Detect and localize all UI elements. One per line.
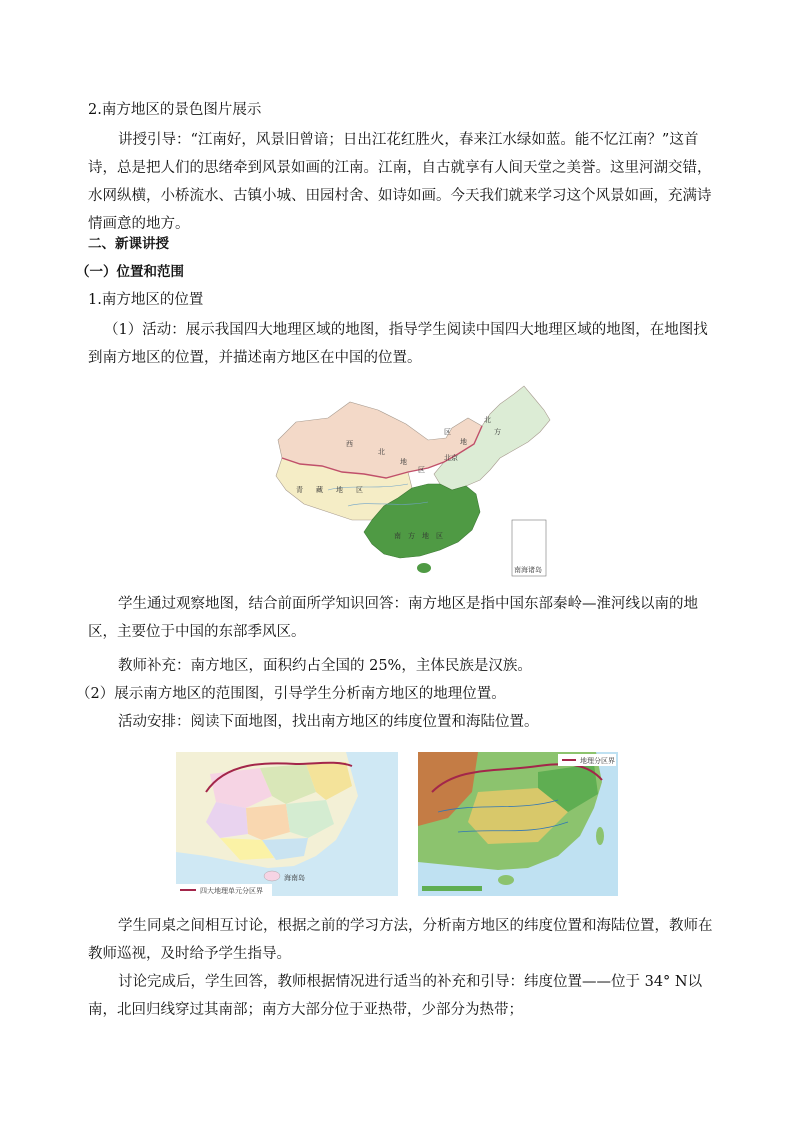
hainan-label: 海南岛 [284,874,305,882]
map-label: 地 [422,532,429,540]
map-label: 区 [444,428,451,436]
map-label: 北 [484,416,491,424]
student-answer: 学生通过观察地图，结合前面所学知识回答：南方地区是指中国东部秦岭—淮河线以南的地区，主要位于中国的东部季风区。 [88,596,698,640]
map-label: 方 [408,532,415,540]
item-1-title: 1.南方地区的位置 [88,292,204,308]
map-label: 区 [356,486,363,494]
intro-paragraph: 讲授引导：“江南好，风景旧曾谙；日出江花红胜火，春来江水绿如蓝。能不忆江南？”这首诗，总是把人们的思绪牵到风景如画的江南。江南，自古就享有人间天堂之美誉。这里河湖交错，水网纵横，小桥流水、古镇小城、田园村舍、如诗如画。今天我们就来学习这个风景如画，充满诗情画意的地方。 [88,132,712,232]
legend-label: 四大地理单元分区界 [200,887,263,895]
map-label: 区 [418,466,425,474]
map-label: 西 [346,440,353,448]
elevation-scale [422,886,482,891]
four-regions-map [268,380,564,580]
map-label: 藏 [316,486,323,494]
activity-2: （2）展示南方地区的范围图，引导学生分析南方地区的地理位置。 [76,686,506,702]
taiwan-island [596,827,604,845]
activity-1: （1）活动：展示我国四大地理区域的地图，指导学生阅读中国四大地理区域的地图，在地图找到南方地区的位置，并描述南方地区在中国的位置。 [88,322,708,366]
student-discussion: 学生同桌之间相互讨论，根据之前的学习方法，分析南方地区的纬度位置和海陆位置，教师在教师巡视，及时给予学生指导。 [88,918,713,962]
map-label: 北 [378,448,385,456]
map-label: 南 [394,532,401,540]
map-label-beijing: 北京 [444,454,458,462]
heading-position-scope: （一）位置和范围 [76,264,184,280]
south-region-terrain-map [418,752,618,896]
hainan-island [417,563,431,573]
map-label-south-sea: 南海诸岛 [514,566,542,574]
map-label: 地 [400,458,407,466]
map-label: 地 [460,438,467,446]
section-title: 2.南方地区的景色图片展示 [88,102,262,118]
map-label: 方 [494,428,501,436]
hainan-island [498,875,514,885]
teacher-conclusion: 讨论完成后，学生回答，教师根据情况进行适当的补充和引导：纬度位置——位于 34° N以南，北回归线穿过其南部；南方大部分位于亚热带，少部分为热带； [88,974,703,1018]
south-region-admin-map [176,752,398,896]
hainan-island [264,871,280,881]
map-label: 区 [436,532,443,540]
map-label: 地 [336,486,343,494]
teacher-supplement: 教师补充：南方地区，面积约占全国的 25%，主体民族是汉族。 [118,658,532,674]
legend-label: 地理分区界 [580,757,615,765]
map-label: 青 [296,486,303,494]
heading-new-lesson: 二、新课讲授 [88,236,169,252]
activity-plan: 活动安排：阅读下面地图，找出南方地区的纬度位置和海陆位置。 [118,714,539,730]
